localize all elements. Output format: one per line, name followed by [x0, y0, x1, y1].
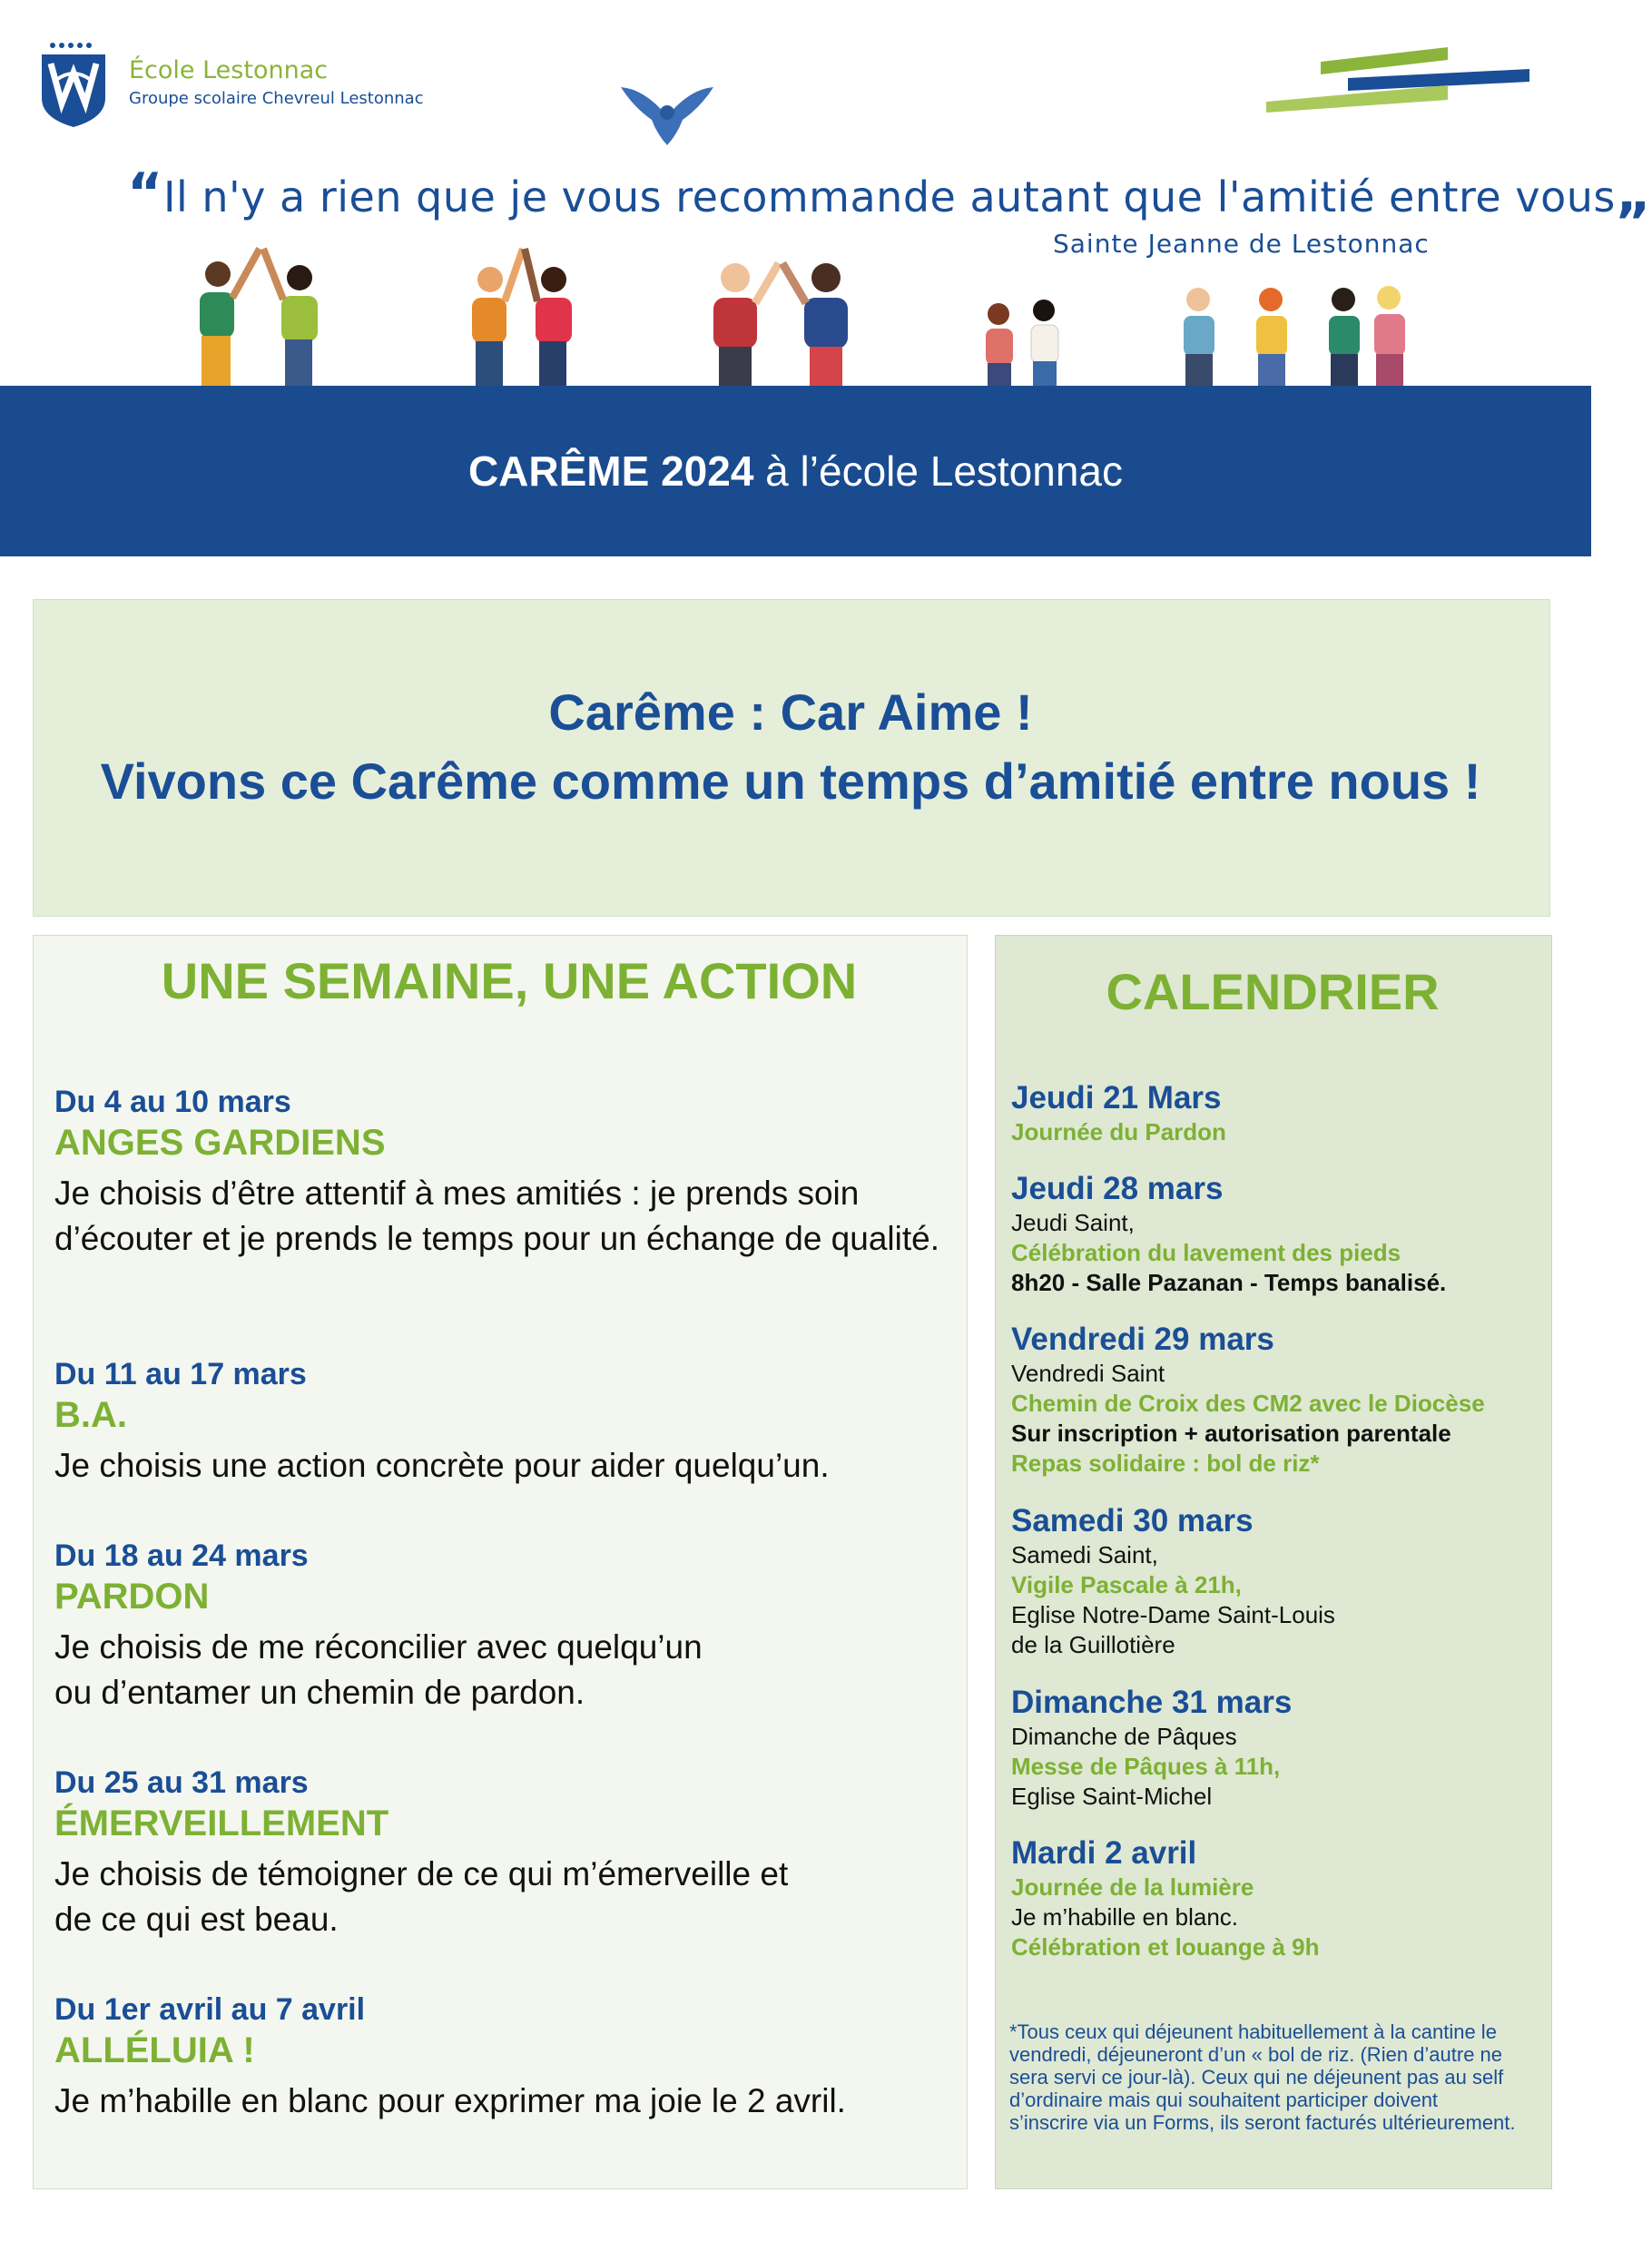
cal-6-line-3: Célébration et louange à 9h — [1011, 1933, 1320, 1961]
school-name: École Lestonnac — [129, 56, 329, 84]
calendar-title: CALENDRIER — [1106, 963, 1440, 1020]
week-4-text-2: de ce qui est beau. — [54, 1901, 339, 1938]
cal-3-line-3: Sur inscription + autorisation parentale — [1011, 1420, 1451, 1447]
week-2-name: B.A. — [54, 1395, 127, 1435]
cal-6-line-2: Je m’habille en blanc. — [1011, 1903, 1239, 1931]
school-subtitle: Groupe scolaire Chevreul Lestonnac — [129, 89, 424, 108]
weekly-actions-title: UNE SEMAINE, UNE ACTION — [161, 952, 858, 1009]
week-2-date: Du 11 au 17 mars — [54, 1357, 307, 1391]
quote — [127, 162, 1652, 225]
week-5-text: Je m’habille en blanc pour exprimer ma joie le 2 avril. — [54, 2082, 846, 2119]
week-4-date: Du 25 au 31 mars — [54, 1765, 309, 1800]
theme-line-2: Vivons ce Carême comme un temps d’amitié entre nous ! — [100, 752, 1481, 810]
week-3-date: Du 18 au 24 mars — [54, 1538, 309, 1573]
cal-5-line-3: Eglise Saint-Michel — [1011, 1783, 1213, 1810]
cal-2-line-3: 8h20 - Salle Pazanan - Temps banalisé. — [1011, 1269, 1447, 1296]
cal-5-line-1: Dimanche de Pâques — [1011, 1723, 1237, 1750]
banner-title — [0, 447, 1591, 496]
school-crest-icon — [34, 40, 113, 131]
banner-title-bold: CARÊME 2024 — [467, 447, 754, 495]
quote-open-mark: “ — [127, 162, 163, 225]
dove-icon — [617, 80, 717, 152]
week-3-text: Je choisis de me réconcilier avec quelqu’un — [54, 1628, 703, 1666]
week-5-date: Du 1er avril au 7 avril — [54, 1992, 366, 2027]
cal-3-line-2: Chemin de Croix des CM2 avec le Diocèse — [1011, 1390, 1485, 1417]
cal-5-date: Dimanche 31 mars — [1011, 1685, 1293, 1720]
friends-illustration — [163, 245, 1452, 388]
week-4-text: Je choisis de témoigner de ce qui m’émerveille et — [54, 1855, 789, 1892]
week-2-text: Je choisis une action concrète pour aider quelqu’un. — [54, 1447, 830, 1484]
cal-3-date: Vendredi 29 mars — [1011, 1322, 1274, 1357]
cal-3-line-1: Vendredi Saint — [1011, 1360, 1165, 1387]
banner-title-rest: à l’école Lestonnac — [753, 447, 1124, 495]
week-4-name: ÉMERVEILLEMENT — [54, 1804, 389, 1843]
cal-6-line-1: Journée de la lumière — [1011, 1873, 1254, 1901]
cal-4-line-1: Samedi Saint, — [1011, 1541, 1158, 1568]
cal-1-line-1: Journée du Pardon — [1011, 1118, 1226, 1145]
cal-1-date: Jeudi 21 Mars — [1011, 1080, 1222, 1116]
cal-3-line-4: Repas solidaire : bol de riz* — [1011, 1450, 1320, 1477]
cal-5-line-2: Messe de Pâques à 11h, — [1011, 1753, 1281, 1780]
quote-close-mark: „ — [1615, 162, 1652, 225]
week-3-text-2: ou d’entamer un chemin de pardon. — [54, 1674, 585, 1711]
week-1-date: Du 4 au 10 mars — [54, 1085, 291, 1119]
cal-4-line-2: Vigile Pascale à 21h, — [1011, 1571, 1242, 1598]
cal-4-line-3: Eglise Notre-Dame Saint-Louis — [1011, 1601, 1335, 1628]
week-1-text: Je choisis d’être attentif à mes amitiés : je prends soin d’écouter et je prends le temps pour un échange de qualité. — [54, 1175, 939, 1257]
cal-4-date: Samedi 30 mars — [1011, 1503, 1254, 1538]
cal-2-date: Jeudi 28 mars — [1011, 1171, 1224, 1206]
calendar-footnote: *Tous ceux qui déjeunent habituellement à la cantine le vendredi, déjeuneront d’un « bol de riz. (Rien d’autre ne sera servi ce jour-là). Ceux qui ne déjeunent pas au self d’ordinaire mais qui souhaitent participer doivent s’inscrire via un Forms, ils seront facturés ultérieurement. — [1009, 2020, 1516, 2134]
week-3-name: PARDON — [54, 1577, 210, 1617]
cal-4-line-4: de la Guillotière — [1011, 1631, 1175, 1658]
quote-author: Sainte Jeanne de Lestonnac — [1053, 229, 1430, 259]
week-1-name: ANGES GARDIENS — [54, 1123, 386, 1163]
cal-2-line-2: Célébration du lavement des pieds — [1011, 1239, 1401, 1266]
cal-2-line-1: Jeudi Saint, — [1011, 1209, 1135, 1236]
decorative-stripes — [1266, 45, 1548, 118]
cal-6-date: Mardi 2 avril — [1011, 1835, 1197, 1871]
theme-line-1: Carême : Car Aime ! — [548, 683, 1033, 741]
quote-text: Il n'y a rien que je vous recommande autant que l'amitié entre vous — [162, 172, 1616, 221]
week-5-name: ALLÉLUIA ! — [54, 2030, 255, 2070]
